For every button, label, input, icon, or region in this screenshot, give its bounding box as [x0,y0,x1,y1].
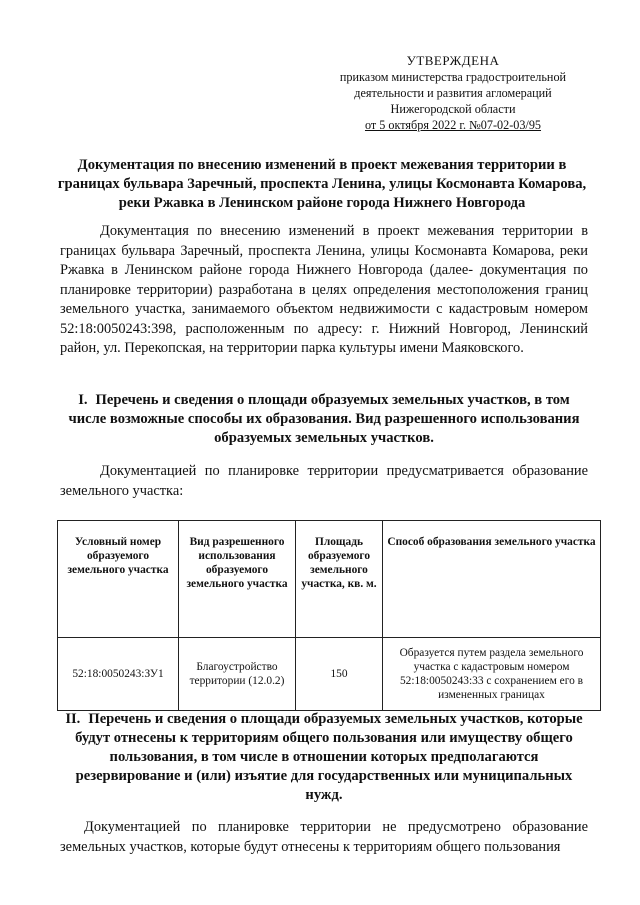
approval-block [318,53,588,133]
cell-method: Образуется путем раздела земельного участка с кадастровым номером 52:18:0050243:33 с сохранением его в измененных границах [383,638,601,711]
parcel-table [57,520,601,711]
approval-title: УТВЕРЖДЕНА [406,53,500,68]
table-header-method: Способ образования земельного участка [383,521,601,638]
approval-line: Нижегородской области [390,102,516,116]
section-2-heading [60,710,588,805]
section-2-number: II. [65,711,81,727]
cell-number: 52:18:0050243:ЗУ1 [58,638,179,711]
table-header-row [58,521,601,638]
cell-use: Благоустройство территории (12.0.2) [179,638,296,711]
approval-date: от 5 октября 2022 г. №07-02-03/95 [364,118,542,132]
section-2-text: Документацией по планировке территории не предусмотрено образование земельных участков, которые будут отнесены к территориям общего пользования [60,819,588,855]
table-header-area: Площадь образуемого земельного участка, кв. м. [296,521,383,638]
table-header-number: Условный номер образуемого земельного участка [58,521,179,638]
document-title: Документация по внесению изменений в проект межевания территории в границах бульвара Заречный, проспекта Ленина, улицы Космонавта Комарова, реки Ржавка в Ленинском районе города Нижнего Новгорода [57,157,587,211]
approval-line: деятельности и развития агломераций [354,86,552,100]
table-header-use: Вид разрешенного использования образуемого земельного участка [179,521,296,638]
section-1-heading [60,391,588,448]
approval-line: приказом министерства градостроительной [339,70,567,84]
section-1-title: Перечень и сведения о площади образуемых земельных участков, в том числе возможные способы их образования. Вид разрешенного использования образуемых земельных участков. [68,392,580,446]
intro-paragraph: Документация по внесению изменений в проект межевания территории в границах бульвара Заречный, проспекта Ленина, улицы Космонавта Комарова, реки Ржавка в Ленинском районе города Нижнего Новгорода (далее- документация по планировке территории) разработана в целях определения местоположения границ земельного участка, занимаемого объектом недвижимости с кадастровым номером 52:18:0050243:398, расположенным по адресу: г. Нижний Новгород, Ленинский район, ул. Перекопская, на территории парка культуры имени Маяковского. [60,223,588,356]
section-2-title: Перечень и сведения о площади образуемых земельных участков, которые будут отнесены к территориям общего пользования или имуществу общего пользования, в том числе в отношении которых предполагаются резервирование и (или) изъятие для государственных или муниципальных нужд. [75,711,583,803]
cell-area: 150 [296,638,383,711]
table-row [58,638,601,711]
section-1-number: I. [78,392,88,408]
section-1-text: Документацией по планировке территории предусматривается образование земельного участка: [60,463,588,499]
